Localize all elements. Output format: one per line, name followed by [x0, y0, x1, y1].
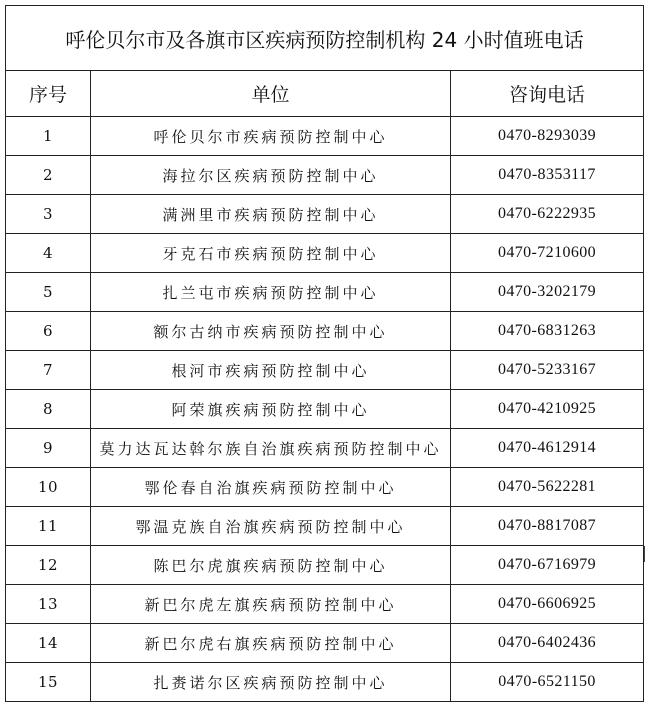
organization-name: 阿荣旗疾病预防控制中心 — [91, 390, 451, 429]
phone-number: 0470-6521150 — [451, 663, 644, 702]
organization-name: 满洲里市疾病预防控制中心 — [91, 195, 451, 234]
organization-name: 陈巴尔虎旗疾病预防控制中心 — [91, 546, 451, 585]
organization-name: 海拉尔区疾病预防控制中心 — [91, 156, 451, 195]
organization-name: 呼伦贝尔市疾病预防控制中心 — [91, 117, 451, 156]
column-header-phone: 咨询电话 — [451, 71, 644, 117]
organization-name: 额尔古纳市疾病预防控制中心 — [91, 312, 451, 351]
phone-number: 0470-5233167 — [451, 351, 644, 390]
row-number: 2 — [6, 156, 91, 195]
column-header-number: 序号 — [6, 71, 91, 117]
row-number: 7 — [6, 351, 91, 390]
organization-name: 扎兰屯市疾病预防控制中心 — [91, 273, 451, 312]
row-number: 5 — [6, 273, 91, 312]
row-number: 13 — [6, 585, 91, 624]
row-number: 9 — [6, 429, 91, 468]
table-row — [6, 273, 644, 312]
organization-name: 鄂伦春自治旗疾病预防控制中心 — [91, 468, 451, 507]
row-number: 4 — [6, 234, 91, 273]
table-title: 呼伦贝尔市及各旗市区疾病预防控制机构 24 小时值班电话 — [6, 6, 644, 71]
row-number: 12 — [6, 546, 91, 585]
row-number: 1 — [6, 117, 91, 156]
phone-number: 0470-8817087 — [451, 507, 644, 546]
organization-name: 莫力达瓦达斡尔族自治旗疾病预防控制中心 — [91, 429, 451, 468]
table-row — [6, 546, 644, 585]
row-number: 6 — [6, 312, 91, 351]
row-number: 3 — [6, 195, 91, 234]
hotline-table — [5, 5, 644, 702]
column-header-organization: 单位 — [91, 71, 451, 117]
table-row — [6, 390, 644, 429]
row-number: 15 — [6, 663, 91, 702]
row-number: 14 — [6, 624, 91, 663]
table-row — [6, 663, 644, 702]
organization-name: 根河市疾病预防控制中心 — [91, 351, 451, 390]
organization-name: 鄂温克族自治旗疾病预防控制中心 — [91, 507, 451, 546]
organization-name: 新巴尔虎左旗疾病预防控制中心 — [91, 585, 451, 624]
phone-number: 0470-7210600 — [451, 234, 644, 273]
table-row — [6, 624, 644, 663]
header-row — [6, 71, 644, 117]
table-body — [6, 117, 644, 702]
title-row — [6, 6, 644, 71]
edge-mark — [644, 546, 645, 562]
table-row — [6, 195, 644, 234]
table-row — [6, 117, 644, 156]
phone-number: 0470-6606925 — [451, 585, 644, 624]
phone-number: 0470-6402436 — [451, 624, 644, 663]
organization-name: 牙克石市疾病预防控制中心 — [91, 234, 451, 273]
table-row — [6, 234, 644, 273]
phone-number: 0470-5622281 — [451, 468, 644, 507]
phone-number: 0470-6831263 — [451, 312, 644, 351]
table-row — [6, 156, 644, 195]
row-number: 8 — [6, 390, 91, 429]
table-row — [6, 468, 644, 507]
table-row — [6, 585, 644, 624]
phone-number: 0470-4612914 — [451, 429, 644, 468]
phone-number: 0470-8353117 — [451, 156, 644, 195]
phone-number: 0470-3202179 — [451, 273, 644, 312]
table-row — [6, 429, 644, 468]
phone-number: 0470-4210925 — [451, 390, 644, 429]
table-row — [6, 312, 644, 351]
phone-number: 0470-6222935 — [451, 195, 644, 234]
phone-number: 0470-8293039 — [451, 117, 644, 156]
organization-name: 新巴尔虎右旗疾病预防控制中心 — [91, 624, 451, 663]
table-row — [6, 351, 644, 390]
row-number: 11 — [6, 507, 91, 546]
phone-number: 0470-6716979 — [451, 546, 644, 585]
organization-name: 扎赉诺尔区疾病预防控制中心 — [91, 663, 451, 702]
row-number: 10 — [6, 468, 91, 507]
table-row — [6, 507, 644, 546]
